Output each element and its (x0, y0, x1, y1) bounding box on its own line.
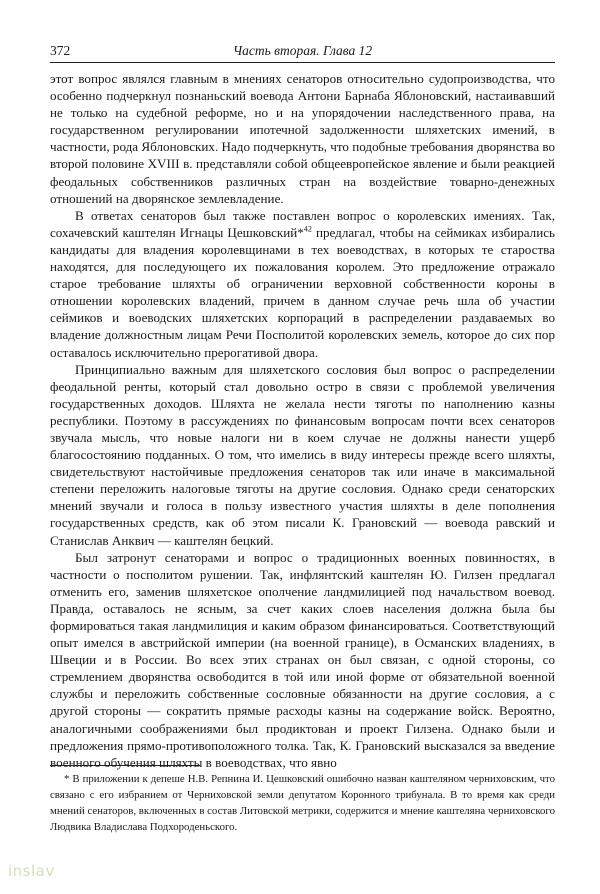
paragraph-3: Принципиально важным для шляхетского сословия был вопрос о распределении феодальной ренты, который стал довольно остро в связи с проблемой увеличения государственных доходов. Шляхта не желала нести тяготы по наполнению казны республики. Поэтому в рассуждениях по финансовым вопросам почти всех сенаторов звучала мысль, что новые налоги ни в коем случае не должны нанести ущерб благосостоянию подданных. О том, что имелись в виду интересы прежде всего шляхты, свидетельствуют настойчивые предложения сенаторов так или иначе в максимальной степени переложить налоговые тяготы на другие сословия. Однако среди сенаторских мнений звучали и голоса в пользу известного участия шляхты в деле пополнения государственных средств, как об этом писали К. Грановский — воевода равский и Станислав Анквич — каштелян бецкий. (50, 361, 555, 548)
footnote: * В приложении к депеше Н.В. Репнина И. Цешковский ошибочно назван каштеляном черниховским, что связано с его избранием от Черниховской земли депутатом Коронного трибунала. В то время как среди мнений сенаторов, включенных в состав Литовской метрики, содержится и мнение каштеляна черниховского Людвика Владислава Подхороденьского. (50, 773, 555, 833)
footnote-ref: 42 (303, 224, 312, 234)
page-number: 372 (50, 43, 71, 58)
watermark: inslav (8, 862, 55, 880)
running-title: Часть вторая. Глава 12 (232, 43, 373, 58)
running-header (50, 42, 555, 63)
paragraph-2-text: В ответах сенаторов был также поставлен вопрос о королевских имениях. Так, сохачевский каштелян Игнацы Цешковский*$^{42}$ предлагал, чтобы на сеймиках избирались кандидаты для владения королевщинами в тех воеводствах, в которых те староства находятся, для последующего их пожалования королем. Это предложение отражало старое требование шляхты об ограничении верховной собственности короны в отношении королевских владений, причем в данном случае речь шла об участии сеймиков и воеводских шляхетских корпораций в распределении раздаваемых во владение должностным лицам Речи Посполитой королевских земель, которое до сих пор оставалось исключительно прерогативой двора. (50, 207, 555, 360)
paragraph-1: этот вопрос являлся главным в мнениях сенаторов относительно судопроизводства, что особенно подчеркнул познаньский воевода Антони Барнаба Яблоновский, настаивавший не только на судебной реформе, но и на упорядочении наследственного права, на государственном регулировании ипотечной задолженности шляхетских имений, в частности, рода Яблоновских. Надо подчеркнуть, что подобные требования дворянства во второй половине XVIII в. представляли собой общеевропейское явление и были реакцией феодальных собственников различных стран на воздействие товарно-денежных отношений на дворянское землевладение. (50, 71, 555, 206)
main-text (50, 70, 555, 771)
paragraph-2 (50, 207, 555, 361)
footnote-divider (50, 765, 200, 766)
paragraph-4: Был затронут сенаторами и вопрос о традиционных военных повинностях, в частности о посполитом рушении. Так, инфлянтский каштелян Ю. Гилзен предлагал отменить его, заменив шляхетское ополчение ландмилицией под начальством воевод. Правда, оставалось не ясным, за счет каких слоев населения должна была бы формироваться такая ландмилиция и каким образом финансироваться. Соответствующий опыт имелся в австрийской империи (на военной границе), в Османских владениях, в Швеции и в России. Во всех этих странах он был связан, с одной стороны, со стремлением дворянства освободится в той или иной форме от обязательной военной службы и переложить собственные сословные обязанности на другие сословия, а с другой стороны — сократить прямые расходы казны на содержание войск. Вероятно, аналогичными соображениями был продиктован и проект Гилзена. Однако были и предложения прямо-противоположного толка. Так, К. Грановский высказался за введение военного обучения шляхты в воеводствах, что явно (50, 549, 555, 770)
